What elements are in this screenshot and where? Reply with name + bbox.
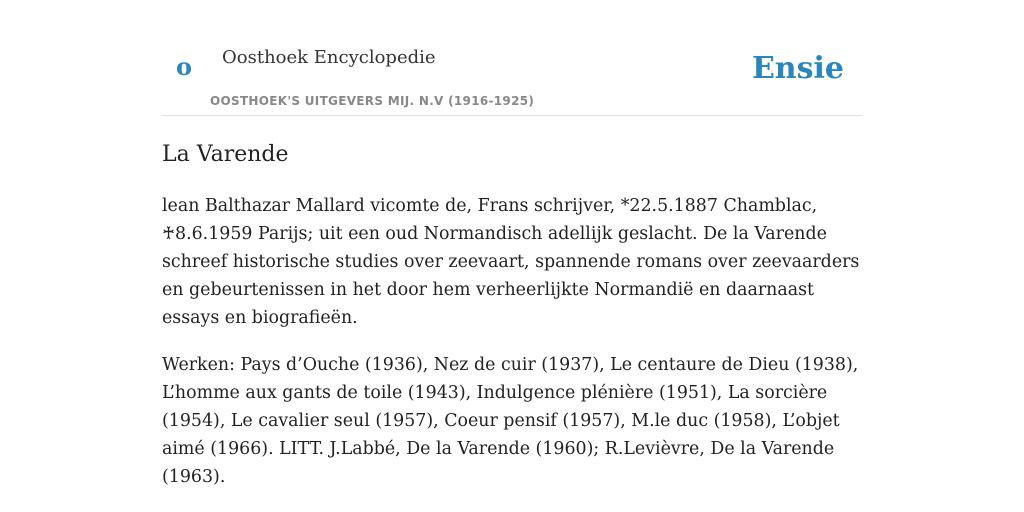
brand-logo[interactable]: Ensie [751, 51, 844, 86]
encyclopedia-title-link[interactable]: Oosthoek Encyclopedie [222, 47, 436, 68]
site-logo[interactable]: o [176, 52, 193, 81]
site-header [162, 40, 862, 116]
article [162, 140, 864, 491]
article-paragraph-works: Werken: Pays d’Ouche (1936), Nez de cuir (1937), Le centaure de Dieu (1938), L’homme aux gants de toile (1943), Indulgence plénière (1951), La sorcière (1954), Le cavalier seul (1957), Coeur pensif (1957), M.le duc (1958), L’objet aimé (1966). LITT. J.Labbé, De la Varende (1960); R.Levièvre, De la Varende (1963). [162, 355, 859, 487]
publisher-label: OOSTHOEK'S UITGEVERS MIJ. N.V (1916-1925) [210, 94, 535, 108]
article-title: La Varende [162, 142, 289, 167]
article-paragraph-biography: lean Balthazar Mallard vicomte de, Frans schrijver, *22.5.1887 Chamblac, ♰8.6.1959 Parijs; uit een oud Normandisch adellijk geslacht. De la Varende schreef historische studies over zeevaart, spannende romans over zeevaarders en gebeurtenissen in het door hem verheerlijkte Normandië en daarnaast essays en biografieën. [162, 196, 860, 328]
